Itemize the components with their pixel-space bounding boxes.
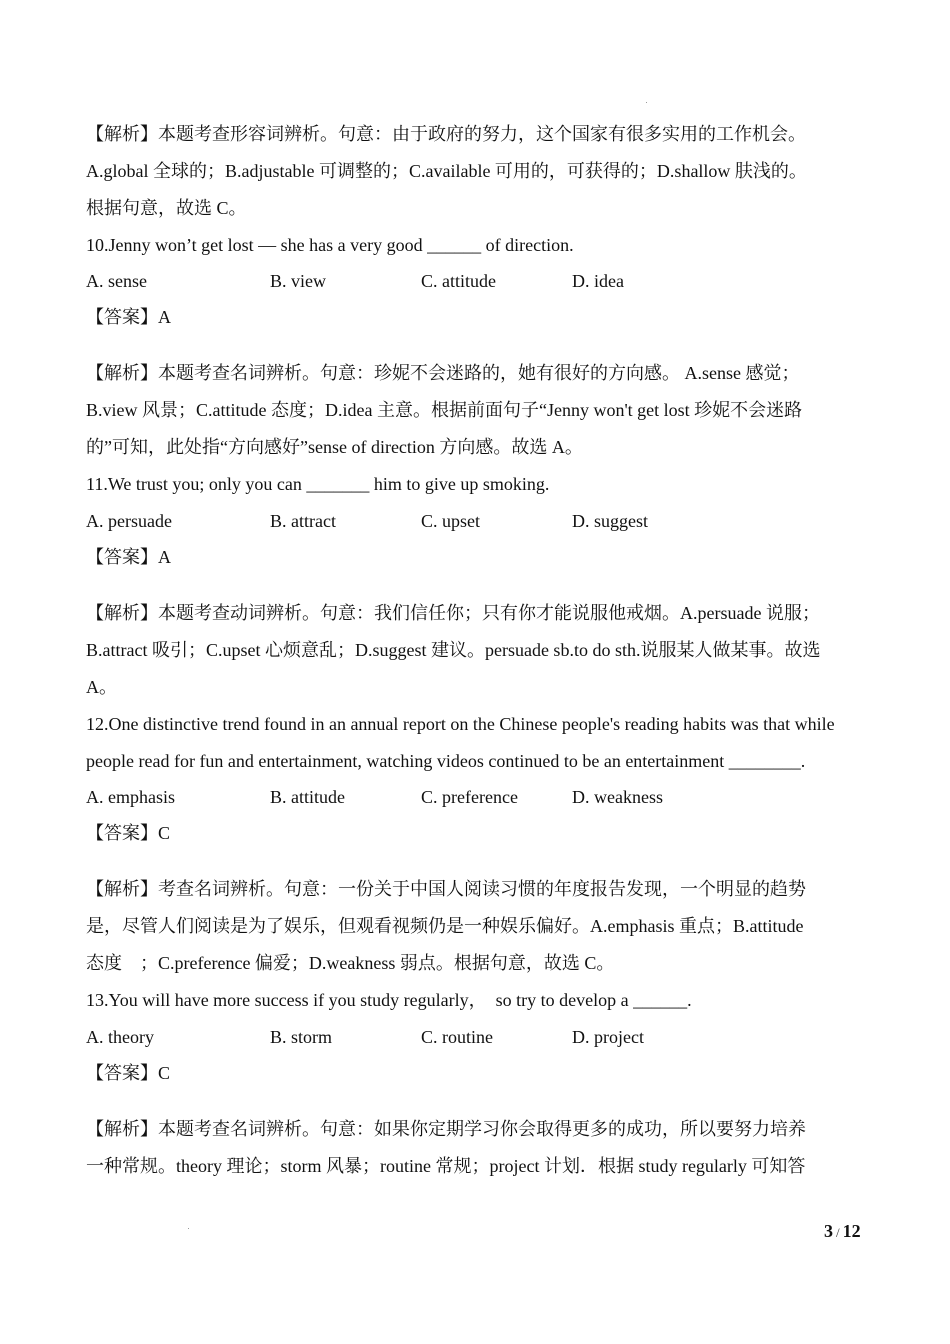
analysis-line: 的”可知，此处指“方向感好”sense of direction 方向感。故选 A。 <box>86 437 583 457</box>
option-c: C. routine <box>421 1027 493 1047</box>
page-current: 3 <box>824 1221 833 1241</box>
analysis-line: 态度 ；C.preference 偏爱；D.weakness 弱点。根据句意，故选 C。 <box>86 953 615 973</box>
question-11-text: 11.We trust you; only you can _______ him to give up smoking. <box>86 474 550 494</box>
answer-line: 【答案】C <box>86 823 171 843</box>
question-13-text: 13.You will have more success if you study regularly， so try to develop a ______. <box>86 990 692 1010</box>
analysis-line: 【解析】本题考查形容词辨析。句意：由于政府的努力，这个国家有很多实用的工作机会。 <box>86 124 806 144</box>
option-a: A. persuade <box>86 511 172 531</box>
page-separator: / <box>836 1225 840 1240</box>
analysis-line: 【解析】考查名词辨析。句意：一份关于中国人阅读习惯的年度报告发现，一个明显的趋势 <box>86 879 806 899</box>
question-12-text: 12.One distinctive trend found in an annual report on the Chinese people's reading habits was that while <box>86 714 835 734</box>
analysis-line: 【解析】本题考查名词辨析。句意：珍妮不会迷路的，她有很好的方向感。 A.sense 感觉； <box>86 363 800 383</box>
option-b: B. storm <box>270 1027 333 1047</box>
option-d: D. weakness <box>572 787 663 807</box>
answer-line: 【答案】A <box>86 547 171 567</box>
option-d: D. idea <box>572 271 624 291</box>
scan-mark <box>646 102 647 103</box>
answer-line: 【答案】A <box>86 307 171 327</box>
question-10-text: 10.Jenny won’t get lost — she has a very good ______ of direction. <box>86 235 574 255</box>
analysis-line: B.view 风景；C.attitude 态度；D.idea 主意。根据前面句子“Jenny won't get lost 珍妮不会迷路 <box>86 400 803 420</box>
question-12-text: people read for fun and entertainment, watching videos continued to be an entertainment ________. <box>86 751 806 771</box>
option-a: A. emphasis <box>86 787 175 807</box>
option-b: B. view <box>270 271 326 291</box>
analysis-line: A。 <box>86 677 117 697</box>
option-d: D. project <box>572 1027 644 1047</box>
option-c: C. upset <box>421 511 481 531</box>
page-total: 12 <box>842 1221 861 1241</box>
answer-line: 【答案】C <box>86 1063 171 1083</box>
option-d: D. suggest <box>572 511 648 531</box>
analysis-line: 一种常规。theory 理论；storm 风暴；routine 常规；project 计划．根据 study regularly 可知答 <box>86 1156 806 1176</box>
option-a: A. theory <box>86 1027 154 1047</box>
analysis-line: 【解析】本题考查动词辨析。句意：我们信任你；只有你才能说服他戒烟。A.persuade 说服； <box>86 603 820 623</box>
scan-mark <box>188 1228 189 1229</box>
analysis-line: B.attract 吸引；C.upset 心烦意乱；D.suggest 建议。persuade sb.to do sth.说服某人做某事。故选 <box>86 640 821 660</box>
page-number <box>824 1221 861 1242</box>
option-a: A. sense <box>86 271 147 291</box>
analysis-line: 是，尽管人们阅读是为了娱乐，但观看视频仍是一种娱乐偏好。A.emphasis 重点；B.attitude <box>86 916 804 936</box>
option-c: C. attitude <box>421 271 496 291</box>
analysis-line: 【解析】本题考查名词辨析。句意：如果你定期学习你会取得更多的成功，所以要努力培养 <box>86 1119 806 1139</box>
analysis-line: 根据句意，故选 C。 <box>86 198 247 218</box>
option-b: B. attitude <box>270 787 345 807</box>
option-b: B. attract <box>270 511 336 531</box>
option-c: C. preference <box>421 787 518 807</box>
analysis-line: A.global 全球的；B.adjustable 可调整的；C.available 可用的，可获得的；D.shallow 肤浅的。 <box>86 161 807 181</box>
